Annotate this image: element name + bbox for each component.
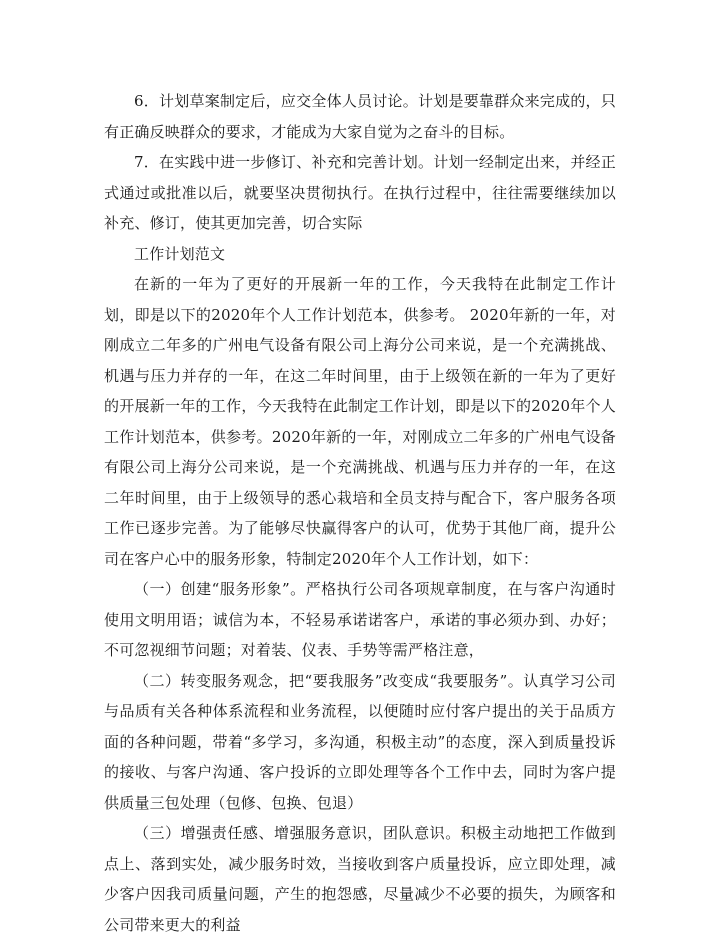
plan-item-2: （二）转变服务观念，把“要我服务”改变成“我要服务”。认真学习公司与品质有关各种体系流程和业务流程，以便随时应付客户提出的关于品质方面的各种问题，带着“多学习，多沟通，积极主动”的态度，深入到质量投诉的接收、与客户沟通、客户投诉的立即处理等各个工作中去，同时为客户提供质量三包处理（包修、包换、包退） <box>104 671 616 812</box>
paragraph-item-6: 6．计划草案制定后，应交全体人员讨论。计划是要靠群众来完成的，只有正确反映群众的要求，才能成为大家自觉为之奋斗的目标。 <box>104 92 616 141</box>
document-body <box>104 86 616 940</box>
plan-item-1: （一）创建“服务形象”。严格执行公司各项规章制度，在与客户沟通时使用文明用语；诚信为本，不轻易承诺诺客户，承诺的事必须办到、办好；不可忽视细节问题；对着装、仪表、手势等需严格注意， <box>104 580 616 659</box>
section-heading: 工作计划范文 <box>134 244 226 263</box>
paragraph-item-7: 7．在实践中进一步修订、补充和完善计划。计划一经制定出来，并经正式通过或批准以后，就要坚决贯彻执行。在执行过程中，往往需要继续加以补充、修订，使其更加完善，切合实际 <box>104 153 616 232</box>
plan-item-3: （三）增强责任感、增强服务意识，团队意识。积极主动地把工作做到点上、落到实处，减少服务时效，当接收到客户质量投诉，应立即处理，减少客户因我司质量问题，产生的抱怨感，尽量减少不必要的损失，为顾客和公司带来更大的利益 <box>104 824 616 934</box>
intro-paragraph: 在新的一年为了更好的开展新一年的工作，今天我特在此制定工作计划，即是以下的2020年个人工作计划范本，供参考。 2020年新的一年，对刚成立二年多的广州电气设备有限公司上海分公司来说，是一个充满挑战、机遇与压力并存的一年，在这二年时间里，由于上级领在新的一年为了更好的开展新一年的工作，今天我特在此制定工作计划，即是以下的2020年个人工作计划范本，供参考。2020年新的一年，对刚成立二年多的广州电气设备有限公司上海分公司来说，是一个充满挑战、机遇与压力并存的一年，在这二年时间里，由于上级领导的悉心栽培和全员支持与配合下，客户服务各项工作已逐步完善。为了能够尽快赢得客户的认可，优势于其他厂商，提升公司在客户心中的服务形象，特制定2020年个人工作计划，如下： <box>104 275 616 568</box>
